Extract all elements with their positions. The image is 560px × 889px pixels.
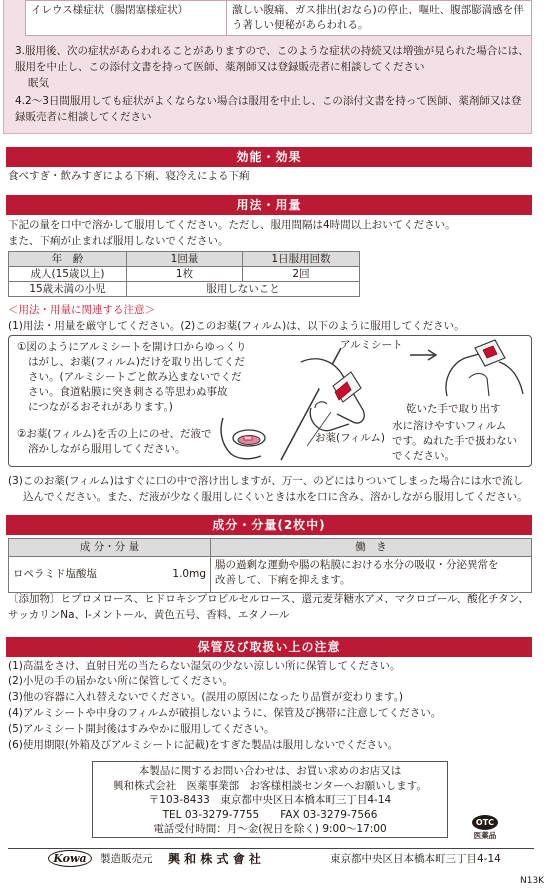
action-cell <box>211 557 532 593</box>
child-note: 服用しないこと <box>127 282 360 297</box>
kowa-logo: Kowa <box>48 850 92 867</box>
symptom-table <box>25 0 532 36</box>
warnings-section <box>3 0 532 134</box>
dosage-caution-line: (1)用法・用量を厳守してください。(2)このお薬(フィルム)は、以下のように服用してください。 <box>8 320 465 332</box>
storage-item-2: (2)小児の手の届かない所に保管してください。 <box>8 675 233 687</box>
company-address: 東京都中央区日本橋本町三丁目4-14 <box>330 853 501 865</box>
storage-item-4: (4)アルミシートや中身のフィルムが破損しないように、保管及び携帯に注意してください。 <box>8 707 442 719</box>
table-row <box>9 282 360 297</box>
water-note-line-2: です。ぬれた手で扱わない <box>392 435 518 447</box>
age-child: 15歳未満の小児 <box>9 282 127 297</box>
additives-line-2: サッカリンNa、l-メントール、黄色五号、香料、エタノール <box>8 609 290 621</box>
contact-box <box>92 761 448 838</box>
step1-line-1: ①図のようにアルミシートを開け口からゆっくり <box>17 341 247 353</box>
label-take-out-dry: 乾いた手で取り出す <box>406 403 501 415</box>
otc-icon: OTC <box>472 815 498 830</box>
step1-line-3: さい。(アルミシートごと飲み込まないでくだ <box>28 371 242 383</box>
symptom-name: イレウス様症状（腸閉塞様症状） <box>26 1 227 36</box>
table-header-row <box>9 539 532 557</box>
document-code: N13K <box>520 876 545 886</box>
efficacy-header: 効能・効果 <box>6 147 532 167</box>
ingredients-header: 成分・分量(2枚中) <box>6 515 532 535</box>
dosage-note-3-line-2: 込んでください。また、だ液が少なく服用しにくいときは水を口に含み、溶かしながら服用してください。 <box>23 491 528 503</box>
col-dose: 1回量 <box>127 252 243 267</box>
contact-phone: TEL 03-3279-7755 FAX 03-3279-7566 <box>162 808 378 821</box>
ingredient-name: ロペラミド塩酸塩 <box>13 568 97 580</box>
step1-line-4: さい。食道粘膜に突き刺さる等思わぬ事故 <box>28 386 228 398</box>
table-header-row <box>9 252 360 267</box>
dosage-header: 用法・用量 <box>6 195 532 215</box>
contact-line-1: 本製品に関するお問い合わせは、お買い求めのお店又は <box>138 765 402 777</box>
col-ingredient: 成 分・分 量 <box>9 539 211 557</box>
times-adult: 2回 <box>243 267 360 282</box>
action-line-2: 改善して、下痢を抑えます。 <box>215 574 351 586</box>
col-times: 1日服用回数 <box>243 252 360 267</box>
water-note-line-1: 水に溶けやすいフィルム <box>392 420 507 432</box>
dosage-line-2: また、下痢が止まれば服用しないでください。 <box>8 235 229 247</box>
contact-address: 〒103-8433 東京都中央区日本橋本町三丁目4-14 <box>148 794 392 806</box>
table-row <box>26 1 532 36</box>
contact-line-2: 興和株式会社 医薬事業部 お客様相談センターへお願いします。 <box>113 779 427 792</box>
col-action: 働 き <box>211 539 532 557</box>
ingredients-table <box>8 538 532 593</box>
symptom-description: 激しい腹痛、ガス排出(おなら)の停止、嘔吐、腹部膨満感を伴う著しい便秘があらわれる。 <box>227 1 532 36</box>
footer-divider <box>8 848 534 849</box>
col-age: 年 齢 <box>9 252 127 267</box>
label-aluminum-sheet: アルミシート <box>340 339 403 351</box>
storage-item-3: (3)他の容器に入れ替えないでください。(誤用の原因になったり品質が変わります。) <box>8 691 403 703</box>
company-name: 興 和 株 式 會 社 <box>168 852 261 866</box>
storage-item-5: (5)アルミシート開封後はすみやかに服用してください。 <box>8 723 275 735</box>
otc-badge <box>468 815 502 843</box>
label-medicine-film: お薬(フィルム) <box>315 432 385 444</box>
step2-line-1: ②お薬(フィルム)を舌の上にのせ、だ液で <box>17 428 212 440</box>
dosage-table <box>8 251 360 297</box>
table-row <box>9 557 532 593</box>
dosage-caution-title: ＜用法・用量に関連する注意＞ <box>8 304 155 316</box>
efficacy-text: 食べすぎ・飲みすぎによる下痢、寝冷えによる下痢 <box>8 170 250 182</box>
additives-line-1: 〔添加物〕ヒプロメロース、ヒドロキシプロピルセルロース、還元麦芽糖水アメ、マクロゴール、酸化チタン、 <box>8 593 529 605</box>
step2-line-2: 溶かしながら服用してください。 <box>28 443 186 455</box>
maker-label: 製造販売元 <box>100 853 153 865</box>
remove-film-illustration <box>439 336 529 402</box>
dosage-line-1: 下記の量を口中で溶かして服用してください。ただし、服用間隔は4時間以上おいてください。 <box>8 219 456 231</box>
dosage-note-3-line-1: (3)このお薬(フィルム)はすぐに口の中で溶け出しますが、万一、のどにはりついてしまった場合には水で流し <box>8 475 524 487</box>
step1-line-5: につながるおそれがあります。) <box>28 401 173 413</box>
storage-header: 保管及び取扱い上の注意 <box>6 637 532 657</box>
water-note-line-3: でください。 <box>392 450 455 462</box>
storage-item-1: (1)高温をさけ、直射日光の当たらない湿気の少ない涼しい所に保管してください。 <box>8 660 401 672</box>
ingredient-cell <box>9 557 211 593</box>
dosage-instructions-box <box>8 335 532 467</box>
warning-item-3-symptom: 眠気 <box>28 77 49 89</box>
warning-item-4: 4.2～3日間服用しても症状がよくならない場合は服用を中止し、この添付文書を持って医師、薬剤師又は登録販売者に相談してください <box>15 95 522 123</box>
table-row <box>9 267 360 282</box>
action-line-1: 腸の過剰な運動や腸の粘膜における水分の吸収・分泌異常を <box>215 559 499 571</box>
step1-line-2: はがし、お薬(フィルム)だけを取り出してくだ <box>28 356 245 368</box>
storage-item-6: (6)使用期限(外箱及びアルミシートに記載)をすぎた製品は服用しないでください。 <box>8 739 399 751</box>
tongue-illustration <box>217 414 269 464</box>
dose-adult: 1枚 <box>127 267 243 282</box>
arrow-right-icon <box>409 348 439 362</box>
contact-hours: 電話受付時間：月～金(祝日を除く) 9:00～17:00 <box>153 823 387 835</box>
ingredient-amount: 1.0mg <box>172 568 206 580</box>
age-adult: 成人(15歳以上) <box>9 267 127 282</box>
warning-item-3: 3.服用後、次の症状があらわれることがありますので、このような症状の持続又は増強が見られた場合には、服用を中止し、この添付文書を持って医師、薬剤師又は登録販売者に相談してください <box>15 45 529 73</box>
otc-label: 医薬品 <box>473 831 497 840</box>
